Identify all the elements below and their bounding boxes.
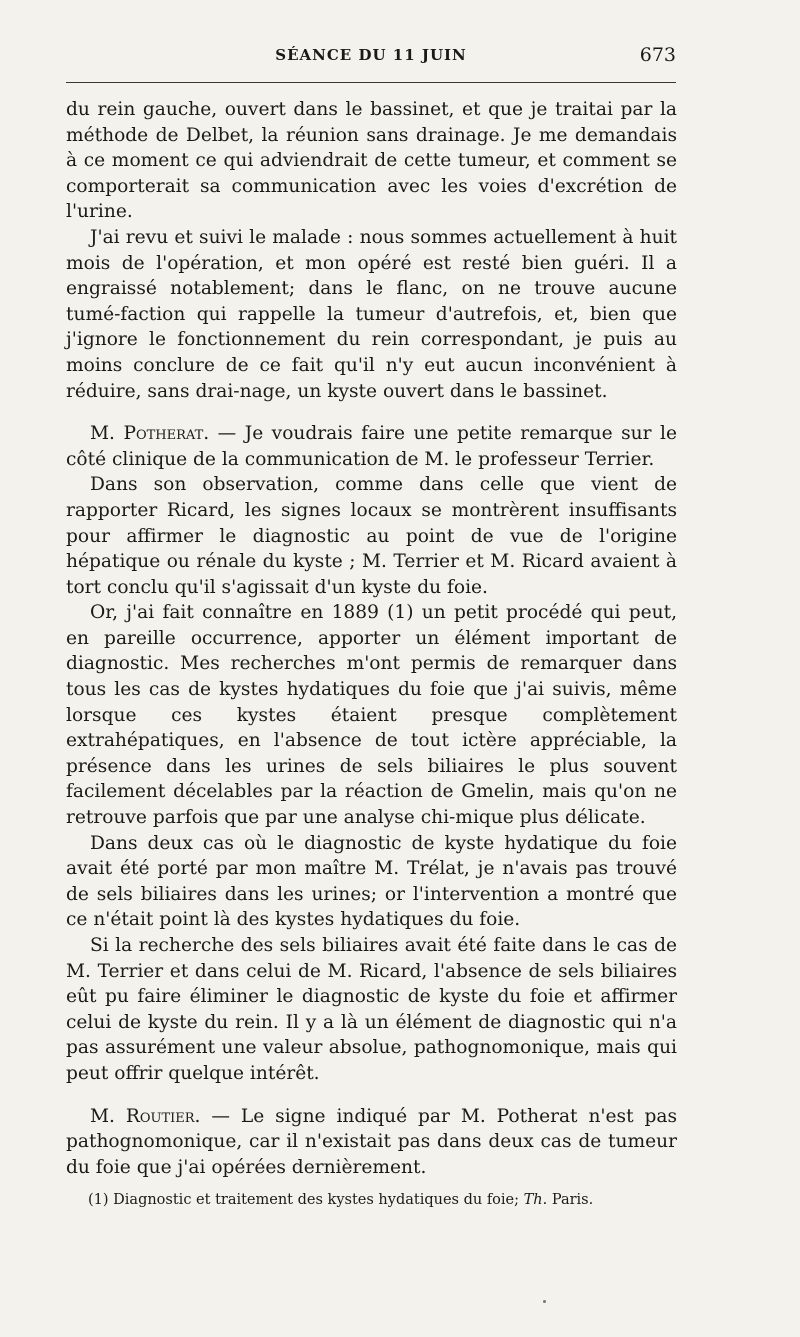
paragraph-5: Or, j'ai fait connaître en 1889 (1) un petit procédé qui peut, en pareille occurrence, apporter un élément important de diagnostic. Mes recherches m'ont permis de remarquer dans tous les cas de kystes hydatiques du foie que j'ai suivis, même lorsque ces kystes étaient presque complètement extrahépatiques, en l'absence de tout ictère appréciable, la présence dans les urines de sels biliaires le plus souvent facilement décelables par la réaction de Gmelin, mais qu'on ne retrouve parfois que par une analyse chi-mique plus délicate. bbox=[66, 602, 677, 829]
speaker-routier: M. Routier. bbox=[90, 1105, 201, 1127]
paragraph-1: du rein gauche, ouvert dans le bassinet, et que je traitai par la méthode de Delbet, la réunion sans drainage. Je me demandais à ce moment ce qui adviendrait de cette tumeur, et comment se comporterait sa communication avec les voies d'excrétion de l'urine. bbox=[66, 99, 677, 223]
footnote-italic: Th. bbox=[523, 1192, 548, 1208]
speaker-potherat: M. Potherat. bbox=[90, 423, 210, 445]
paragraph-7: Si la recherche des sels biliaires avait été faite dans le cas de M. Terrier et dans celui de M. Ricard, l'absence de sels biliaires eût pu faire éliminer le diagnostic de kyste du foie et affirmer celui de kyste du rein. Il y a là un élément de diagnostic qui n'a pas assurément une valeur absolue, pathognomonique, mais qui peut offrir quelque intérêt. bbox=[66, 935, 677, 1084]
print-speck bbox=[543, 1300, 546, 1303]
footnote-text: Diagnostic et traitement des kystes hydatiques du foie; bbox=[113, 1192, 524, 1208]
paragraph-routier-text: — Le signe indiqué par M. Potherat n'est pas pathognomonique, car il n'existait pas dans deux cas de tumeur du foie que j'ai opérées dernièrement. bbox=[66, 1105, 677, 1178]
footnote bbox=[88, 1190, 668, 1210]
footnote-tail: Paris. bbox=[547, 1192, 594, 1208]
paragraph-4: Dans son observation, comme dans celle que vient de rapporter Ricard, les signes locaux se montrèrent insuffisants pour affirmer le diagnostic au point de vue de l'origine hépatique ou rénale du kyste ; M. Terrier et M. Ricard avaient à tort conclu qu'il s'agissait d'un kyste du foie. bbox=[66, 474, 677, 598]
paragraph-6: Dans deux cas où le diagnostic de kyste hydatique du foie avait été porté par mon maître M. Trélat, je n'avais pas trouvé de sels biliaires dans les urines; or l'intervention a montré que ce n'était point là des kystes hydatiques du foie. bbox=[66, 832, 677, 931]
paragraph-routier bbox=[66, 1104, 677, 1181]
page-number: 673 bbox=[639, 44, 676, 66]
paragraph-potherat-text: — Je voudrais faire une petite remarque sur le côté clinique de la communication de M. le professeur Terrier. bbox=[66, 423, 677, 470]
header-rule bbox=[66, 82, 676, 83]
paragraph-potherat bbox=[66, 421, 677, 472]
body-text bbox=[66, 97, 677, 1180]
page-header bbox=[66, 42, 676, 76]
paragraph-2: J'ai revu et suivi le malade : nous sommes actuellement à huit mois de l'opération, et mon opéré est resté bien guéri. Il a engraissé notablement; dans le flanc, on ne trouve aucune tumé-faction qui rappelle la tumeur d'autrefois, et, bien que j'ignore le fonctionnement du rein correspondant, je puis au moins conclure de ce fait qu'il n'y eut aucun inconvénient à réduire, sans drai-nage, un kyste ouvert dans le bassinet. bbox=[66, 226, 677, 402]
footnote-marker: (1) bbox=[88, 1192, 109, 1208]
running-head: SÉANCE DU 11 JUIN bbox=[275, 46, 467, 64]
